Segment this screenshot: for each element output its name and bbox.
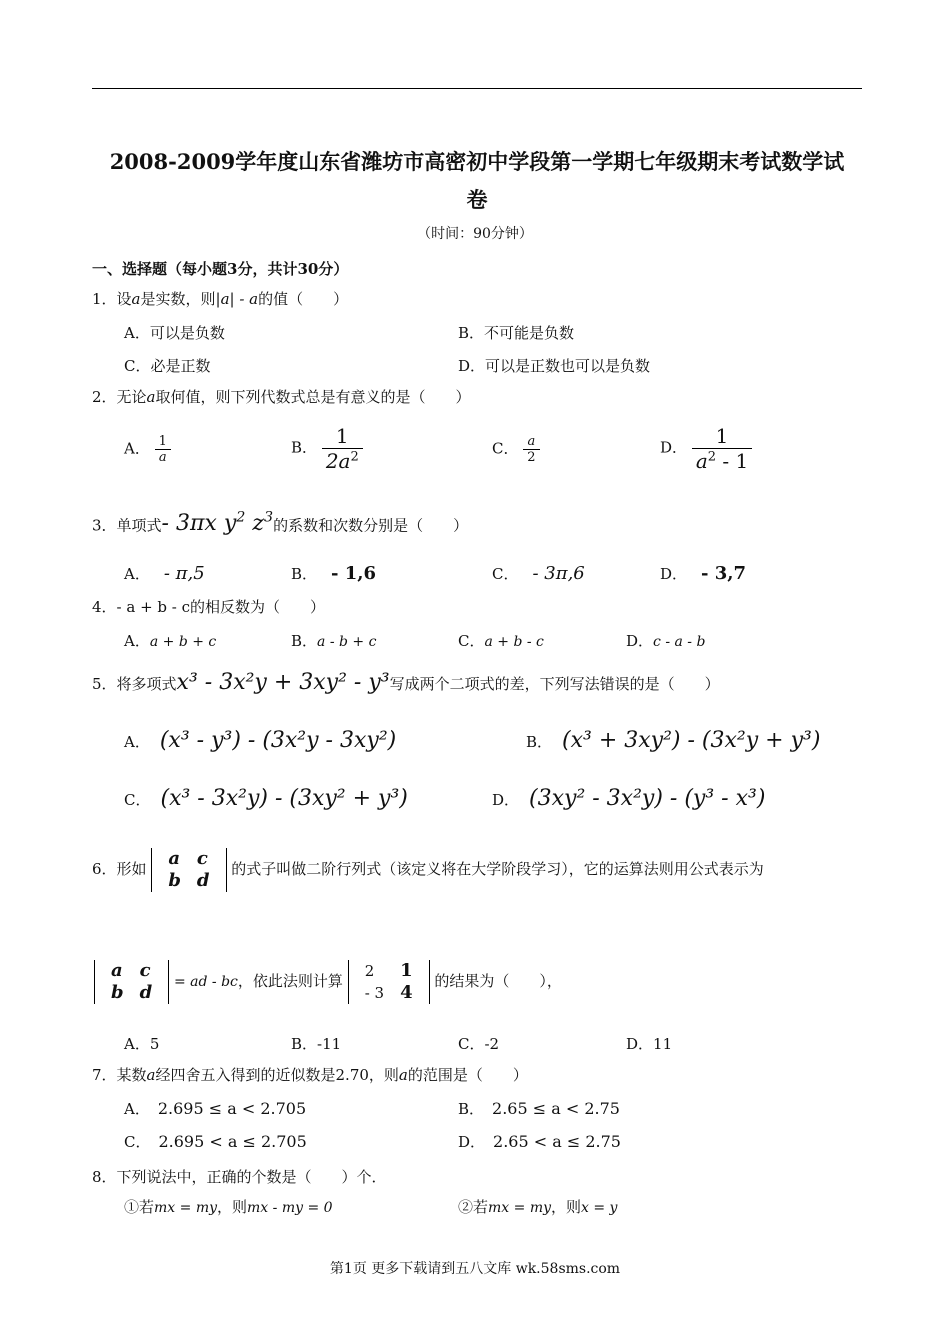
q6-determinant-def: a c b d xyxy=(94,960,169,1004)
q6-pre: 6．形如 xyxy=(92,860,147,878)
q5-option-a: A． (x³ - y³) - (3x²y - 3xy²) xyxy=(124,728,397,753)
q1-option-a: A．可以是负数 xyxy=(124,324,225,342)
q5-polynomial: x³ - 3x²y + 3xy² - y³ xyxy=(176,670,390,695)
q2-option-a xyxy=(124,434,171,465)
q7-option-a: A． 2.695 ≤ a < 2.705 xyxy=(124,1099,307,1118)
q8-statement-2: ②若mx = my，则x = y xyxy=(458,1198,618,1216)
q6-option-b: B．-11 xyxy=(291,1035,342,1053)
q8-statement-1: ①若mx = my，则mx - my = 0 xyxy=(124,1198,333,1216)
q4-option-c: C．a + b - c xyxy=(458,632,544,650)
q1-pre: 1．设 xyxy=(92,290,132,308)
q3-option-b: B． - 1,6 xyxy=(291,563,377,584)
q2-a-fraction: $\frac{1}{a}$ xyxy=(155,434,171,465)
q2-b-fraction: $\frac{1}{2a^2}$ xyxy=(322,424,363,473)
q2-c-label: C． xyxy=(492,439,519,458)
q3-monomial: - 3πx $y^2$ $z^3$ xyxy=(161,510,274,537)
question-4: 4．- a + b - c的相反数为（ ） xyxy=(92,598,326,616)
q1-mid: 是实数，则 xyxy=(140,290,216,308)
q5-option-b: B． (x³ + 3xy²) - (3x²y + y³) xyxy=(526,728,821,753)
q1-expr: |a| - a xyxy=(215,290,259,308)
q1-var: a xyxy=(131,290,141,308)
q7-option-b: B． 2.65 ≤ a < 2.75 xyxy=(458,1099,620,1118)
q6-formula: = ad - bc xyxy=(173,974,238,990)
header-rule xyxy=(92,88,862,89)
q6-post2: 的结果为（ ）， xyxy=(434,972,562,990)
q6-option-d: D．11 xyxy=(626,1035,673,1053)
q2-b-label: B． xyxy=(291,438,318,457)
question-3 xyxy=(92,510,468,536)
question-5 xyxy=(92,670,720,695)
q6-determinant-numeric: 2 1 - 3 4 xyxy=(348,960,430,1004)
question-6-line2 xyxy=(94,960,562,1004)
q1-option-c: C．必是正数 xyxy=(124,357,211,375)
q5-post: 写成两个二项式的差，下列写法错误的是（ ） xyxy=(389,675,720,693)
q2-a-label: A． xyxy=(124,439,150,458)
q6-post: 的式子叫做二阶行列式（该定义将在大学阶段学习），它的运算法则用公式表示为 xyxy=(231,860,764,878)
q1-option-d: D．可以是正数也可以是负数 xyxy=(458,357,651,375)
q2-d-label: D． xyxy=(660,438,688,457)
q3-option-d: D． - 3,7 xyxy=(660,563,747,584)
q7-option-c: C． 2.695 < a ≤ 2.705 xyxy=(124,1132,307,1151)
page-footer: 第1页 更多下载请到五八文库 wk.58sms.com xyxy=(329,1261,621,1277)
q2-c-fraction: $\frac{a}{2}$ xyxy=(523,434,539,465)
q4-option-b: B．a - b + c xyxy=(291,632,377,650)
question-8: 8．下列说法中，正确的个数是（ ）个． xyxy=(92,1168,387,1186)
q3-option-a: A． - π,5 xyxy=(124,563,205,584)
q6-mid: ，依此法则计算 xyxy=(237,972,343,990)
section-heading: 一、选择题（每小题3分，共计30分） xyxy=(92,260,349,278)
q2-d-fraction: $\frac{1}{a^2 - 1}$ xyxy=(692,424,752,473)
question-1 xyxy=(92,288,348,309)
q6-determinant-symbol: a c b d xyxy=(151,848,226,892)
q2-option-b xyxy=(291,424,363,473)
q3-pre: 3．单项式 xyxy=(92,516,162,535)
q6-option-a: A．5 xyxy=(124,1035,160,1053)
time-note: （时间：90分钟） xyxy=(417,226,533,242)
q2-var: a xyxy=(146,388,156,406)
q1-post: 的值（ ） xyxy=(258,290,349,308)
q5-option-d: D． (3xy² - 3x²y) - (y³ - x³) xyxy=(492,786,766,811)
q7-option-d: D． 2.65 < a ≤ 2.75 xyxy=(458,1132,621,1151)
q2-option-d xyxy=(660,424,752,473)
q1-option-b: B．不可能是负数 xyxy=(458,324,575,342)
q5-option-c: C． (x³ - 3x²y) - (3xy² + y³) xyxy=(124,786,408,811)
question-6 xyxy=(92,848,764,892)
question-2 xyxy=(92,386,471,407)
q3-option-c: C． - 3π,6 xyxy=(492,563,585,584)
page-title-line2: 卷 xyxy=(466,187,488,212)
q2-pre: 2．无论 xyxy=(92,388,147,406)
q6-option-c: C．-2 xyxy=(458,1035,500,1053)
q4-option-d: D．c - a - b xyxy=(626,632,706,650)
q2-post: 取何值，则下列代数式总是有意义的是（ ） xyxy=(155,388,471,406)
page-title-line1: 2008-2009学年度山东省潍坊市高密初中学段第一学期七年级期末考试数学试 xyxy=(109,149,845,174)
q2-option-c xyxy=(492,434,540,465)
q4-option-a: A．a + b + c xyxy=(124,632,217,650)
q3-post: 的系数和次数分别是（ ） xyxy=(273,516,469,535)
question-7: 7．某数a经四舍五入得到的近似数是2.70，则a的范围是（ ） xyxy=(92,1066,528,1084)
q5-pre: 5．将多项式 xyxy=(92,675,177,693)
